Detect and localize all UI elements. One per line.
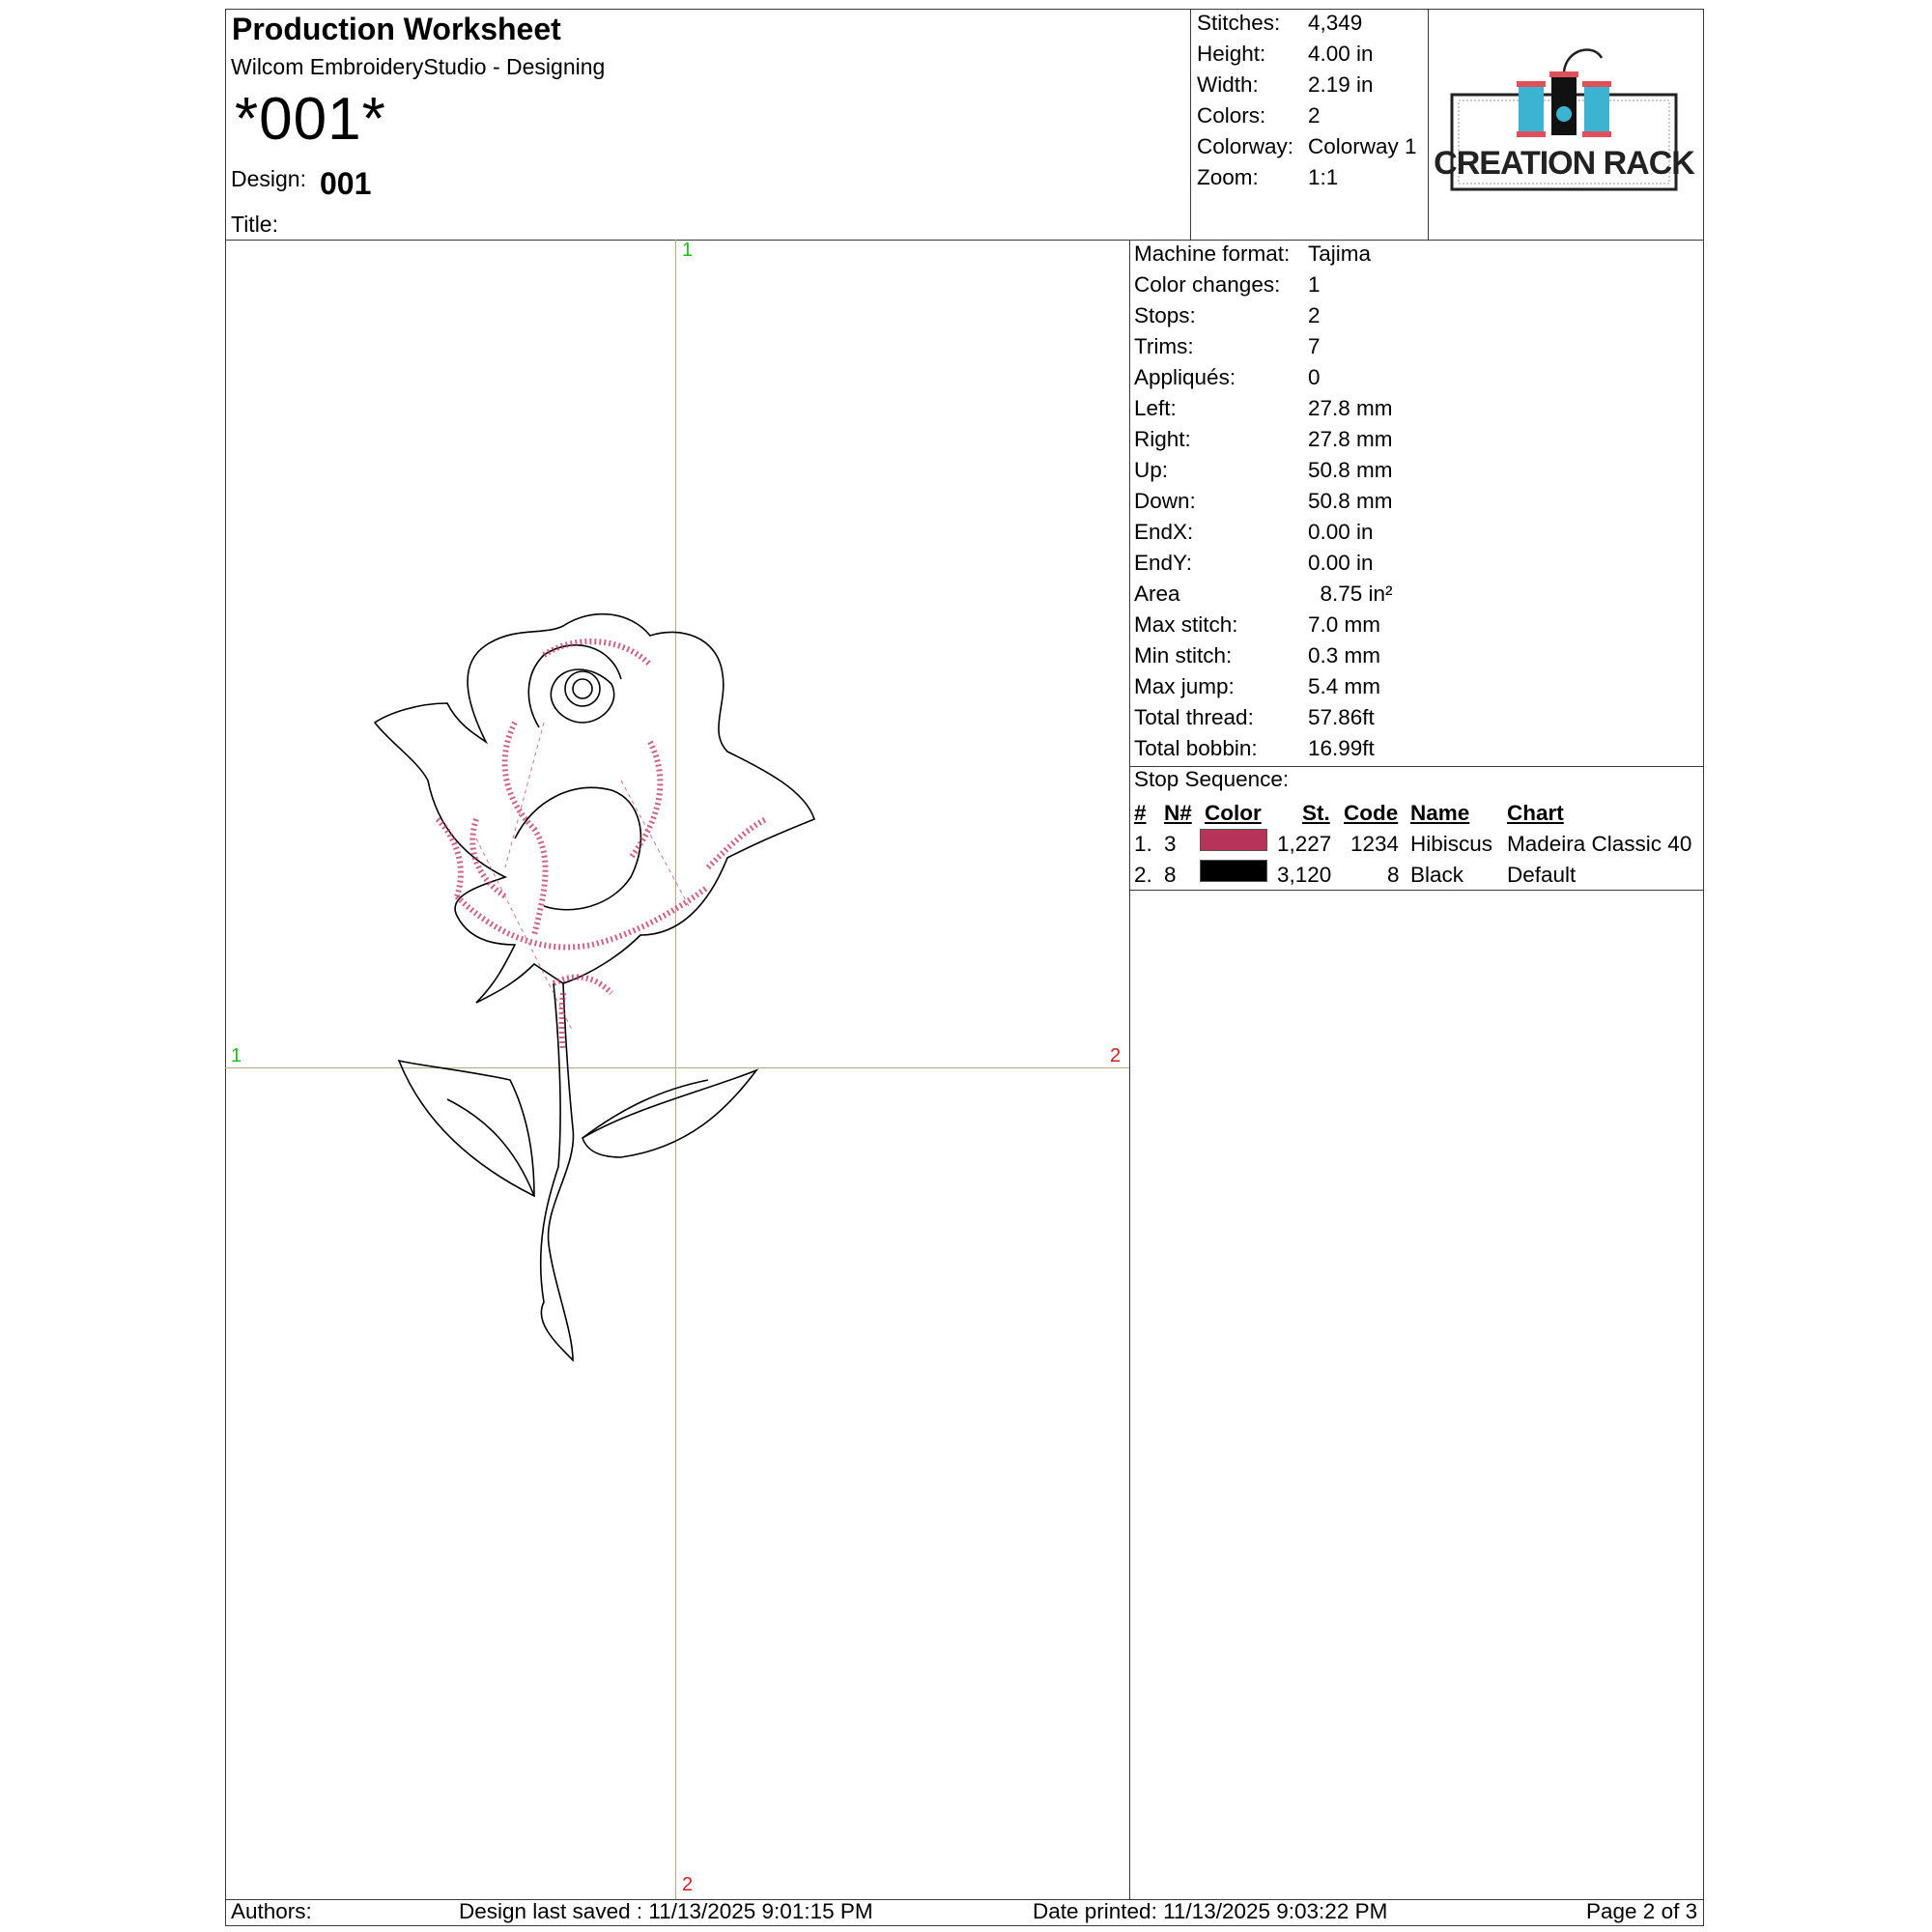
detail-label: Machine format: [1134, 242, 1291, 266]
detail-value: 7.0 mm [1308, 612, 1381, 637]
col-name-header: Name [1410, 801, 1470, 825]
summary-label: Zoom: [1197, 165, 1259, 189]
worksheet-title: Production Worksheet [232, 12, 561, 46]
detail-value: 2 [1308, 303, 1321, 327]
thread-name: Black [1410, 863, 1464, 887]
axis-top-marker: 1 [682, 240, 694, 261]
color-swatch [1200, 829, 1267, 851]
detail-label: Trims: [1134, 334, 1194, 358]
detail-label: Left: [1134, 396, 1177, 420]
thread-code: 8 [1387, 863, 1400, 887]
summary-value: 2.19 in [1308, 72, 1374, 97]
col-num-header: # [1134, 801, 1147, 825]
detail-label: Max stitch: [1134, 612, 1238, 637]
summary-label: Colorway: [1197, 134, 1294, 158]
summary-row [1197, 39, 1424, 70]
design-label: Design: [231, 166, 306, 191]
detail-label: Stops: [1134, 303, 1196, 327]
detail-label: Appliqués: [1134, 365, 1236, 389]
thread-chart: Default [1507, 863, 1577, 887]
col-color-header: Color [1205, 801, 1262, 825]
detail-value: 8.75 in² [1308, 582, 1393, 606]
detail-value: 50.8 mm [1308, 489, 1393, 513]
header-divider-1 [1190, 9, 1191, 241]
summary-value: 4,349 [1308, 11, 1363, 35]
thread-code: 1234 [1350, 832, 1400, 856]
rose-fill-stitches [438, 641, 766, 1051]
detail-value: 27.8 mm [1308, 427, 1393, 451]
header-divider-2 [1428, 9, 1429, 241]
detail-row [1134, 270, 1694, 300]
axis-bottom-marker: 2 [682, 1874, 694, 1895]
col-code-header: Code [1344, 801, 1399, 825]
detail-label: Max jump: [1134, 674, 1235, 698]
summary-label: Height: [1197, 42, 1266, 66]
stop-num: 1. [1134, 832, 1152, 856]
thread-name: Hibiscus [1410, 832, 1493, 856]
detail-value: 57.86ft [1308, 705, 1375, 729]
spool-icon [1549, 71, 1578, 135]
footer-top-rule [225, 1899, 1704, 1900]
summary-list [1197, 8, 1424, 193]
detail-value: 16.99ft [1308, 736, 1375, 760]
rose-outline [375, 614, 814, 1360]
detail-row [1134, 579, 1694, 610]
detail-row [1134, 702, 1694, 733]
summary-label: Stitches: [1197, 11, 1281, 35]
detail-value: 0.3 mm [1308, 643, 1381, 668]
detail-value: 0.00 in [1308, 520, 1374, 544]
needle-num: 3 [1164, 832, 1177, 856]
summary-row [1197, 100, 1424, 131]
detail-label: Total bobbin: [1134, 736, 1258, 760]
summary-row [1197, 8, 1424, 39]
detail-label: Min stitch: [1134, 643, 1233, 668]
details-list [1134, 239, 1694, 764]
detail-value: Tajima [1308, 242, 1372, 266]
stitch-count: 1,227 [1277, 832, 1332, 856]
col-chart-header: Chart [1507, 801, 1564, 825]
detail-row [1134, 610, 1694, 640]
detail-label: EndX: [1134, 520, 1194, 544]
detail-label: Up: [1134, 458, 1169, 482]
detail-value: 7 [1308, 334, 1321, 358]
summary-row [1197, 70, 1424, 100]
stop-num: 2. [1134, 863, 1152, 887]
detail-value: 0.00 in [1308, 551, 1374, 575]
col-n-header: N# [1164, 801, 1192, 825]
detail-label: Color changes: [1134, 272, 1281, 297]
detail-value: 0 [1308, 365, 1321, 389]
detail-label: Right: [1134, 427, 1191, 451]
detail-row [1134, 671, 1694, 702]
detail-row [1134, 300, 1694, 331]
needle-num: 8 [1164, 863, 1177, 887]
detail-row [1134, 239, 1694, 270]
spool-icon [1582, 81, 1611, 137]
summary-row [1197, 162, 1424, 193]
detail-value: 27.8 mm [1308, 396, 1393, 420]
canvas-divider [1129, 240, 1130, 1899]
summary-row [1197, 131, 1424, 162]
color-swatch [1200, 860, 1267, 882]
detail-row [1134, 733, 1694, 764]
summary-value: 2 [1308, 103, 1321, 128]
summary-value: 1:1 [1308, 165, 1339, 189]
detail-row [1134, 640, 1694, 671]
title-label: Title: [231, 212, 278, 237]
design-last-saved: Design last saved : 11/13/2025 9:01:15 PM [459, 1899, 873, 1923]
detail-row [1134, 455, 1694, 486]
summary-value: 4.00 in [1308, 42, 1374, 66]
thread-chart: Madeira Classic 40 [1507, 832, 1692, 856]
design-code: *001* [235, 86, 386, 153]
detail-row [1134, 362, 1694, 393]
summary-value: Colorway 1 [1308, 134, 1417, 158]
stop-sequence-label: Stop Sequence: [1134, 767, 1290, 791]
detail-row [1134, 424, 1694, 455]
detail-row [1134, 393, 1694, 424]
detail-value: 50.8 mm [1308, 458, 1393, 482]
stitch-count: 3,120 [1277, 863, 1332, 887]
detail-row [1134, 548, 1694, 579]
axis-right-marker: 2 [1110, 1045, 1122, 1066]
detail-label: Total thread: [1134, 705, 1254, 729]
design-value: 001 [320, 166, 372, 201]
axis-left-marker: 1 [231, 1045, 242, 1066]
authors-label: Authors: [231, 1899, 312, 1923]
logo-text: CREATION RACK [1434, 145, 1694, 182]
summary-label: Colors: [1197, 103, 1266, 128]
detail-value: 5.4 mm [1308, 674, 1381, 698]
detail-label: EndY: [1134, 551, 1193, 575]
software-subtitle: Wilcom EmbroideryStudio - Designing [231, 54, 606, 79]
spool-icon [1517, 81, 1546, 137]
detail-label: Down: [1134, 489, 1196, 513]
page-number: Page 2 of 3 [1586, 1899, 1698, 1923]
rose-design-preview [225, 240, 1129, 1899]
detail-label: Area [1134, 582, 1180, 606]
thread-icon [1564, 50, 1602, 71]
detail-row [1134, 517, 1694, 548]
creation-rack-logo [1434, 39, 1694, 203]
detail-row [1134, 331, 1694, 362]
detail-value: 1 [1308, 272, 1321, 297]
detail-row [1134, 486, 1694, 517]
col-st-header: St. [1302, 801, 1330, 825]
date-printed: Date printed: 11/13/2025 9:03:22 PM [1033, 1899, 1388, 1923]
summary-label: Width: [1197, 72, 1259, 97]
